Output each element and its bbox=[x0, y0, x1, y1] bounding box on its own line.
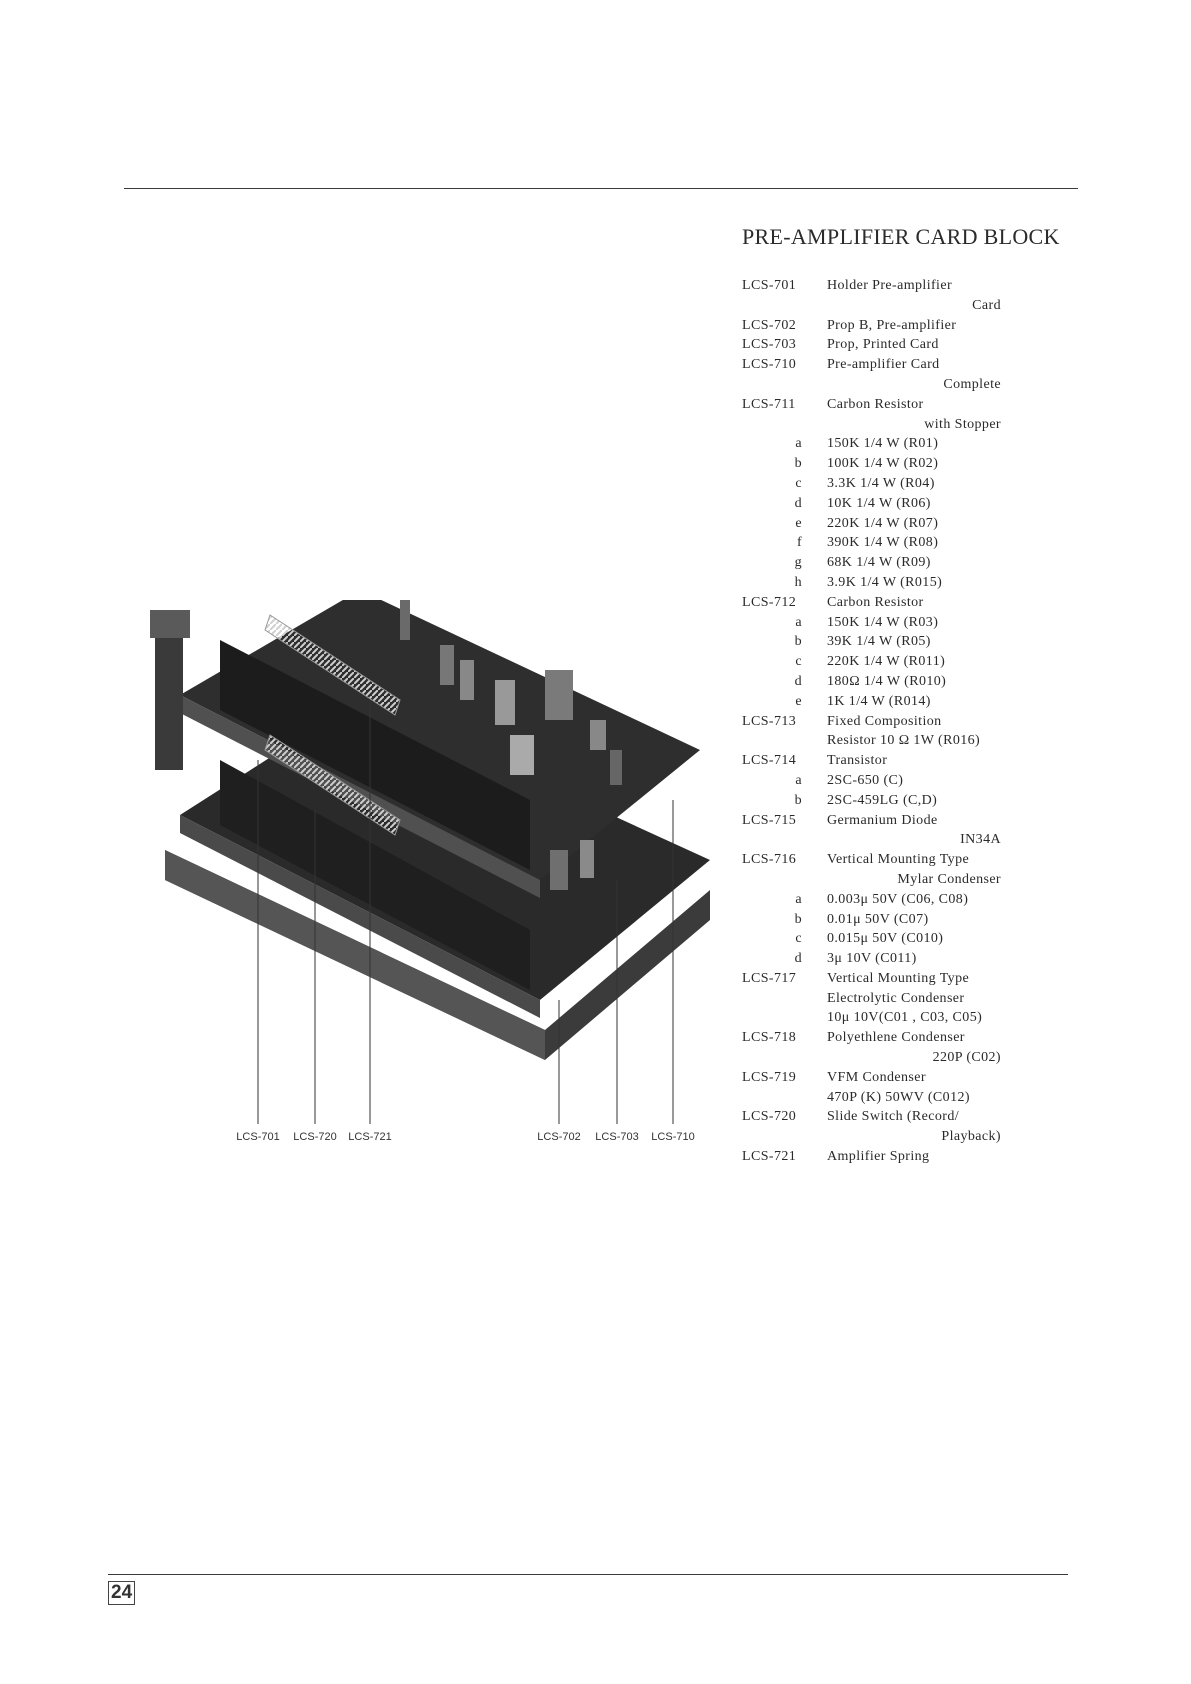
part-subitem-row bbox=[730, 692, 1030, 712]
part-code: LCS-720 bbox=[742, 1109, 797, 1125]
part-description: Slide Switch (Record/ bbox=[827, 1109, 960, 1125]
part-subitem-row bbox=[730, 910, 1030, 930]
part-subitem-letter: b bbox=[794, 634, 802, 650]
part-code: LCS-702 bbox=[742, 317, 797, 333]
part-continuation-row bbox=[730, 870, 1030, 890]
part-continuation-row bbox=[730, 731, 1030, 751]
part-description: Germanium Diode bbox=[827, 812, 938, 828]
part-row bbox=[730, 969, 1030, 989]
part-row bbox=[730, 712, 1030, 732]
part-description: 3.9K 1/4 W (R015) bbox=[827, 574, 943, 590]
part-subitem-row bbox=[730, 632, 1030, 652]
part-code: LCS-713 bbox=[742, 713, 797, 729]
part-subitem-row bbox=[730, 434, 1030, 454]
part-subitem-letter: g bbox=[794, 555, 802, 571]
part-code: LCS-719 bbox=[742, 1069, 797, 1085]
part-subitem-letter: b bbox=[794, 792, 802, 808]
part-description: 3.3K 1/4 W (R04) bbox=[827, 475, 935, 491]
part-subitem-row bbox=[730, 553, 1030, 573]
top-rule bbox=[124, 188, 1078, 189]
part-row bbox=[730, 593, 1030, 613]
callout-label-lcs-721: LCS-721 bbox=[348, 1131, 392, 1143]
part-code: LCS-711 bbox=[742, 396, 796, 412]
part-code: LCS-703 bbox=[742, 337, 797, 353]
part-subitem-letter: f bbox=[796, 535, 802, 551]
part-description: 100K 1/4 W (R02) bbox=[827, 456, 939, 472]
part-subitem-row bbox=[730, 672, 1030, 692]
part-continuation-row bbox=[730, 296, 1030, 316]
parts-list bbox=[730, 276, 1030, 1167]
part-description: Prop B, Pre-amplifier bbox=[827, 317, 957, 333]
part-continuation-row bbox=[730, 1088, 1030, 1108]
part-description: Vertical Mounting Type bbox=[827, 970, 970, 986]
part-subitem-letter: c bbox=[795, 931, 802, 947]
part-subitem-letter: e bbox=[795, 515, 802, 531]
part-description: 150K 1/4 W (R01) bbox=[827, 436, 939, 452]
part-description: 220K 1/4 W (R07) bbox=[827, 515, 939, 531]
part-subitem-letter: h bbox=[794, 574, 802, 590]
part-description: 1K 1/4 W (R014) bbox=[827, 693, 931, 709]
part-description: Transistor bbox=[827, 753, 888, 769]
part-description: Prop, Printed Card bbox=[827, 337, 939, 353]
part-code: LCS-716 bbox=[742, 852, 797, 868]
part-description: Carbon Resistor bbox=[827, 594, 924, 610]
part-description: with Stopper bbox=[924, 416, 1001, 432]
part-description: 10K 1/4 W (R06) bbox=[827, 495, 931, 511]
part-subitem-letter: d bbox=[794, 673, 802, 689]
part-subitem-row bbox=[730, 771, 1030, 791]
callout-label-lcs-703: LCS-703 bbox=[595, 1131, 639, 1143]
part-description: 3μ 10V (C011) bbox=[827, 951, 917, 967]
part-description: Resistor 10 Ω 1W (R016) bbox=[827, 733, 981, 749]
part-description: 470P (K) 50WV (C012) bbox=[827, 1089, 970, 1105]
part-subitem-row bbox=[730, 514, 1030, 534]
part-continuation-row bbox=[730, 1127, 1030, 1147]
part-subitem-letter: b bbox=[794, 911, 802, 927]
part-subitem-row bbox=[730, 474, 1030, 494]
part-description: Fixed Composition bbox=[827, 713, 942, 729]
part-description: Mylar Condenser bbox=[897, 871, 1001, 887]
part-code: LCS-715 bbox=[742, 812, 797, 828]
preamp-card-block-illustration bbox=[150, 600, 720, 1160]
part-subitem-letter: a bbox=[795, 891, 802, 907]
part-subitem-letter: a bbox=[795, 772, 802, 788]
part-continuation-row bbox=[730, 1008, 1030, 1028]
part-subitem-row bbox=[730, 890, 1030, 910]
part-row bbox=[730, 1147, 1030, 1167]
part-subitem-letter: a bbox=[795, 614, 802, 630]
part-row bbox=[730, 335, 1030, 355]
part-subitem-row bbox=[730, 494, 1030, 514]
part-subitem-letter: c bbox=[795, 654, 802, 670]
part-row bbox=[730, 1107, 1030, 1127]
part-subitem-row bbox=[730, 573, 1030, 593]
part-description: Electrolytic Condenser bbox=[827, 990, 965, 1006]
part-description: 180Ω 1/4 W (R010) bbox=[827, 673, 947, 689]
part-subitem-row bbox=[730, 949, 1030, 969]
part-subitem-row bbox=[730, 791, 1030, 811]
part-description: Polyethlene Condenser bbox=[827, 1030, 965, 1046]
part-code: LCS-721 bbox=[742, 1149, 797, 1165]
part-description: 0.015μ 50V (C010) bbox=[827, 931, 944, 947]
part-row bbox=[730, 355, 1030, 375]
part-description: Holder Pre-amplifier bbox=[827, 278, 953, 293]
part-code: LCS-718 bbox=[742, 1030, 797, 1046]
callout-label-lcs-710: LCS-710 bbox=[651, 1131, 695, 1143]
part-subitem-letter: b bbox=[794, 456, 802, 472]
part-description: 220P (C02) bbox=[932, 1050, 1001, 1066]
part-subitem-row bbox=[730, 613, 1030, 633]
part-code: LCS-701 bbox=[742, 278, 797, 293]
part-description: 68K 1/4 W (R09) bbox=[827, 555, 931, 571]
part-code: LCS-712 bbox=[742, 594, 797, 610]
part-subitem-letter: d bbox=[794, 951, 802, 967]
part-subitem-row bbox=[730, 652, 1030, 672]
bottom-rule bbox=[108, 1574, 1068, 1575]
part-description: 220K 1/4 W (R011) bbox=[827, 654, 946, 670]
page-number: 24 bbox=[108, 1581, 135, 1605]
part-subitem-letter: e bbox=[795, 693, 802, 709]
part-row bbox=[730, 751, 1030, 771]
part-description: 0.01μ 50V (C07) bbox=[827, 911, 929, 927]
part-description: VFM Condenser bbox=[827, 1069, 926, 1085]
part-description: Card bbox=[972, 297, 1001, 313]
part-description: 2SC-650 (C) bbox=[827, 772, 904, 788]
part-row bbox=[730, 1028, 1030, 1048]
part-subitem-letter: a bbox=[795, 436, 802, 452]
part-row bbox=[730, 316, 1030, 336]
part-subitem-row bbox=[730, 533, 1030, 553]
callout-label-lcs-720: LCS-720 bbox=[293, 1131, 337, 1143]
part-description: Carbon Resistor bbox=[827, 396, 924, 412]
part-code: LCS-714 bbox=[742, 753, 797, 769]
part-row bbox=[730, 395, 1030, 415]
part-continuation-row bbox=[730, 1048, 1030, 1068]
part-description: 150K 1/4 W (R03) bbox=[827, 614, 939, 630]
part-subitem-letter: c bbox=[795, 475, 802, 491]
part-description: IN34A bbox=[960, 832, 1001, 848]
part-description: Pre-amplifier Card bbox=[827, 357, 940, 373]
callout-label-lcs-701: LCS-701 bbox=[236, 1131, 280, 1143]
page-title: PRE-AMPLIFIER CARD BLOCK bbox=[742, 224, 1060, 249]
part-continuation-row bbox=[730, 375, 1030, 395]
part-description: Amplifier Spring bbox=[827, 1149, 930, 1165]
part-row bbox=[730, 850, 1030, 870]
part-row bbox=[730, 1068, 1030, 1088]
part-code: LCS-717 bbox=[742, 970, 797, 986]
part-row bbox=[730, 811, 1030, 831]
part-row bbox=[730, 276, 1030, 296]
callout-label-lcs-702: LCS-702 bbox=[537, 1131, 581, 1143]
part-code: LCS-710 bbox=[742, 357, 797, 373]
part-subitem-row bbox=[730, 929, 1030, 949]
part-description: 390K 1/4 W (R08) bbox=[827, 535, 939, 551]
part-subitem-row bbox=[730, 454, 1030, 474]
part-continuation-row bbox=[730, 415, 1030, 435]
part-description: Complete bbox=[943, 376, 1001, 392]
part-description: 39K 1/4 W (R05) bbox=[827, 634, 931, 650]
part-subitem-letter: d bbox=[794, 495, 802, 511]
part-description: 10μ 10V(C01 , C03, C05) bbox=[827, 1010, 983, 1026]
part-description: Playback) bbox=[941, 1129, 1001, 1145]
part-description: Vertical Mounting Type bbox=[827, 852, 970, 868]
part-continuation-row bbox=[730, 989, 1030, 1009]
part-description: 2SC-459LG (C,D) bbox=[827, 792, 938, 808]
part-continuation-row bbox=[730, 830, 1030, 850]
part-description: 0.003μ 50V (C06, C08) bbox=[827, 891, 969, 907]
